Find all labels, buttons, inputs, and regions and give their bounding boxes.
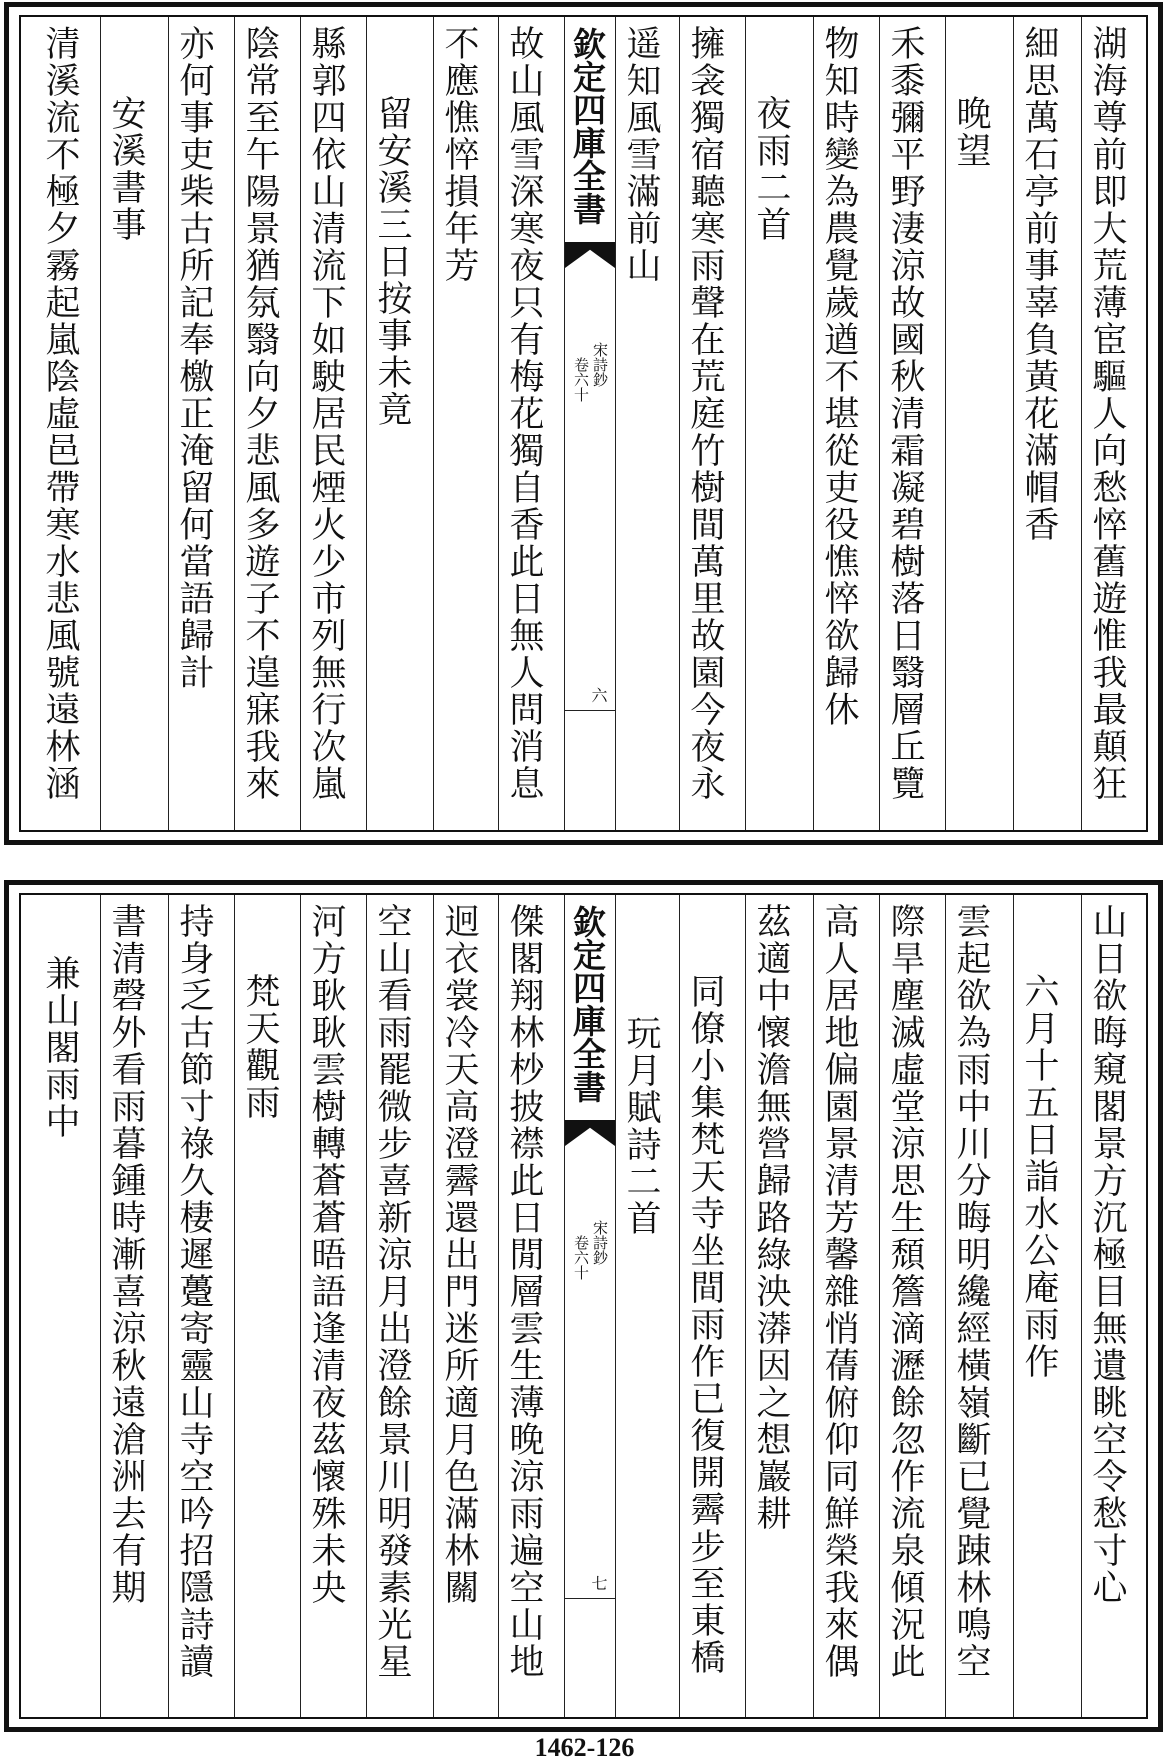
text-column: 茲適中懷澹無營歸路綠泱漭因之想巖耕 — [751, 903, 791, 1532]
spine-page-number: 六 — [589, 687, 608, 703]
text-column: 雲起欲為雨中川分晦明纔經橫嶺斷已覺踈林鳴空 — [951, 903, 991, 1680]
text-column: 物知時變為農覺歲遒不堪從吏役憔悴欲歸休 — [819, 25, 859, 728]
text-column: 空山看雨罷微步喜新涼月出澄餘景川明發素光星 — [372, 903, 412, 1680]
fish-tail-mark — [565, 1120, 615, 1146]
spine-volume: 卷六十 — [572, 357, 590, 402]
text-column: 傑閣翔林杪披襟此日閒層雲生薄晚涼雨遍空山地 — [504, 903, 544, 1680]
fish-tail-mark — [565, 242, 615, 268]
text-column: 細思萬石亭前事辜負黃花滿帽香 — [1019, 25, 1059, 543]
top-page-frame — [19, 15, 1148, 832]
text-column: 湖海尊前即大荒薄宦驅人向愁悴舊遊惟我最顛狂 — [1087, 25, 1127, 802]
spine-volume: 卷六十 — [572, 1235, 590, 1280]
text-column: 陰常至午陽景猶氛翳向夕悲風多遊子不遑寐我來 — [240, 25, 280, 802]
text-column: 擁衾獨宿聽寒雨聲在荒庭竹樹間萬里故園今夜永 — [685, 25, 725, 802]
poem-title: 六月十五日詣水公庵雨作 — [1019, 973, 1059, 1380]
page-code: 1462-126 — [534, 1733, 635, 1762]
text-column: 際旱塵滅虛堂涼思生頹簷滴瀝餘忽作流泉傾況此 — [885, 903, 925, 1680]
text-column: 故山風雪深寒夜只有梅花獨自香此日無人問消息 — [504, 25, 544, 802]
spine-title: 欽定四庫全書 — [568, 905, 607, 1103]
text-column: 不應憔悴損年芳 — [439, 25, 479, 284]
text-column: 書清磬外看雨暮鍾時漸喜涼秋遠滄洲去有期 — [106, 903, 146, 1606]
text-column: 禾黍彌平野淒涼故國秋清霜凝碧樹落日翳層丘覽 — [885, 25, 925, 802]
bottom-page-frame — [19, 893, 1148, 1719]
text-column: 迥衣裳冷天高澄霽還出門迷所適月色滿林關 — [439, 903, 479, 1606]
poem-title: 同僚小集梵天寺坐間雨作已復開霽步至東橋 — [685, 973, 725, 1676]
text-column: 河方耿耿雲樹轉蒼蒼晤語逢清夜茲懷殊未央 — [306, 903, 346, 1606]
text-column: 持身乏古節寸祿久棲遲躉寄靈山寺空吟招隱詩讀 — [174, 903, 214, 1680]
poem-title: 梵天觀雨 — [240, 973, 280, 1121]
spine-book: 宋詩鈔 — [591, 1220, 609, 1265]
text-column: 遥知風雪滿前山 — [621, 25, 661, 284]
text-column: 清溪流不極夕霧起嵐陰虛邑帶寒水悲風號遠林涵 — [40, 25, 80, 802]
poem-title: 安溪書事 — [106, 95, 146, 243]
bottom-page — [4, 880, 1163, 1732]
text-column: 亦何事吏柴古所記奉檄正淹留何當語歸計 — [174, 25, 214, 691]
top-page — [4, 2, 1163, 845]
spine-book: 宋詩鈔 — [591, 342, 609, 387]
text-column: 山日欲晦窺閣景方沉極目無遺眺空令愁寸心 — [1087, 903, 1127, 1606]
poem-title: 晚望 — [951, 95, 991, 169]
poem-title: 玩月賦詩二首 — [621, 1015, 661, 1237]
center-spine — [564, 895, 616, 1717]
poem-title: 夜雨二首 — [751, 95, 791, 243]
text-column: 高人居地偏園景清芳馨雜悄蒨俯仰同鮮榮我來偶 — [819, 903, 859, 1680]
poem-title: 兼山閣雨中 — [40, 955, 80, 1140]
center-spine — [564, 17, 616, 830]
spine-title: 欽定四庫全書 — [568, 27, 607, 225]
spine-page-number: 七 — [589, 1575, 608, 1591]
poem-title: 留安溪三日按事未竟 — [372, 95, 412, 428]
text-column: 縣郭四依山清流下如駛居民煙火少市列無行次嵐 — [306, 25, 346, 802]
